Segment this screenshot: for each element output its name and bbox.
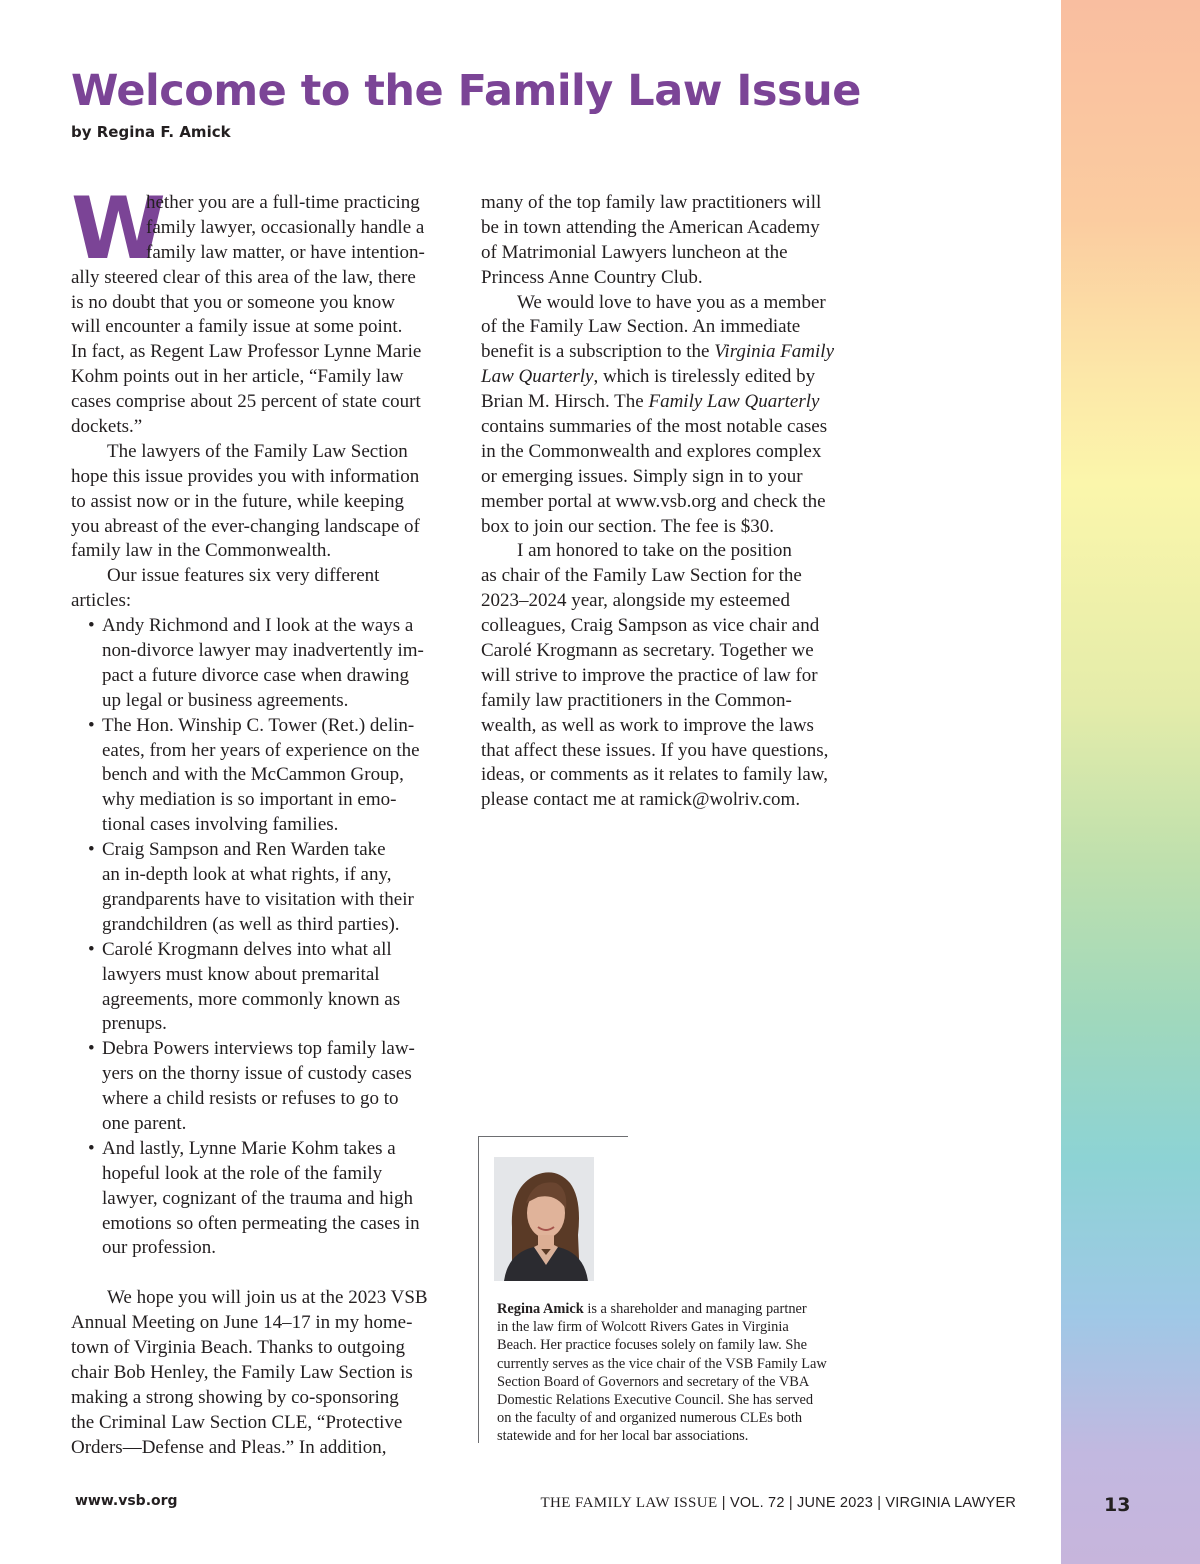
text-line: family lawyer, occasionally handle a (146, 216, 425, 238)
bullet-line: one parent. (102, 1112, 187, 1134)
bullet-line: emotions so often permeating the cases in (102, 1212, 420, 1234)
bullet-line: up legal or business agreements. (102, 689, 349, 711)
bullet-line: where a child resists or refuses to go to (102, 1088, 399, 1110)
bio-line: currently serves as the vice chair of the VSB Family Law (497, 1355, 827, 1372)
footer-website: www.vsb.org (75, 1493, 178, 1509)
page-number: 13 (1104, 1494, 1131, 1516)
bullet-icon: • (88, 1137, 95, 1159)
bullet-item (71, 938, 451, 1038)
bio-line: Section Board of Governors and secretary of the VBA (497, 1373, 810, 1390)
left-column (71, 179, 451, 1460)
text-run: benefit is a subscription to the (481, 341, 715, 363)
footer-separator: | (872, 1495, 886, 1511)
bullet-line: The Hon. Winship C. Tower (Ret.) delin- (102, 714, 415, 736)
bullet-line: an in-depth look at what rights, if any, (102, 864, 392, 886)
bullet-line: Craig Sampson and Ren Warden take (102, 839, 386, 861)
bullet-line: yers on the thorny issue of custody cases (102, 1063, 412, 1085)
bullet-line: why mediation is so important in emo- (102, 789, 397, 811)
text-line: as chair of the Family Law Section for the (481, 565, 802, 587)
author-photo (494, 1157, 594, 1281)
text-line: Annual Meeting on June 14–17 in my home- (71, 1312, 413, 1334)
bullet-icon: • (88, 1038, 95, 1060)
text-line: Carolé Krogmann as secretary. Together we (481, 640, 814, 662)
text-line: I am honored to take on the position (517, 540, 792, 562)
bio-first-line-rest: is a shareholder and managing partner (583, 1301, 807, 1317)
text-line: Orders—Defense and Pleas.” In addition, (71, 1436, 387, 1458)
bullet-line: grandchildren (as well as third parties). (102, 913, 400, 935)
bullet-line: agreements, more commonly known as (102, 988, 401, 1010)
bullet-line: pact a future divorce case when drawing (102, 664, 410, 686)
bio-line: Domestic Relations Executive Council. She has served (497, 1391, 814, 1408)
bullet-item (71, 1037, 451, 1137)
text-line: wealth, as well as work to improve the laws (481, 714, 814, 736)
bullet-line: And lastly, Lynne Marie Kohm takes a (102, 1137, 396, 1159)
text-line: that affect these issues. If you have questions, (481, 739, 829, 761)
bullet-icon: • (88, 839, 95, 861)
text-line: We hope you will join us at the 2023 VSB (107, 1287, 428, 1309)
bullet-item (71, 614, 451, 714)
text-line: Kohm points out in her article, “Family law (71, 366, 404, 388)
italic-title: Law Quarterly (481, 366, 594, 388)
bullet-line: hopeful look at the role of the family (102, 1162, 383, 1184)
text-line: the Criminal Law Section CLE, “Protective (71, 1411, 403, 1433)
bullet-item (71, 714, 451, 838)
article-byline: by Regina F. Amick (71, 123, 231, 141)
bullet-line: eates, from her years of experience on the (102, 739, 420, 761)
bullet-line: non-divorce lawyer may inadvertently im- (102, 640, 424, 662)
text-line: colleagues, Craig Sampson as vice chair and (481, 615, 820, 637)
footer-issue-info (540, 1495, 1016, 1512)
text-line: of Matrimonial Lawyers luncheon at the (481, 241, 788, 263)
text-line: hope this issue provides you with information (71, 465, 420, 487)
right-column (481, 191, 861, 813)
bullet-line: Carolé Krogmann delves into what all (102, 938, 392, 960)
text-line: family law matter, or have intention- (146, 241, 425, 263)
text-line: please contact me at ramick@wolriv.com. (481, 789, 801, 811)
text-line: chair Bob Henley, the Family Law Section is (71, 1361, 413, 1383)
article-title: Welcome to the Family Law Issue (71, 66, 861, 116)
text-line: in the Commonwealth and explores complex (481, 440, 822, 462)
bullet-item (71, 1137, 451, 1261)
drop-cap: W (71, 179, 166, 279)
bullet-line: Andy Richmond and I look at the ways a (102, 615, 414, 637)
text-line: hether you are a full-time practicing (146, 192, 420, 213)
bio-line: on the faculty of and organized numerous CLEs both (497, 1410, 803, 1427)
text-line: box to join our section. The fee is $30. (481, 515, 775, 537)
intro-paragraphs (71, 179, 451, 614)
author-portrait-image (494, 1157, 594, 1281)
text-line: ally steered clear of this area of the law, there (71, 266, 416, 288)
text-line: will encounter a family issue at some point. (71, 316, 403, 338)
text-line: articles: (71, 590, 132, 612)
closing-paragraph (71, 1286, 451, 1460)
bullet-line: Debra Powers interviews top family law- (102, 1038, 415, 1060)
bullet-icon: • (88, 615, 95, 637)
text-line (481, 340, 861, 365)
text-line: many of the top family law practitioners will (481, 192, 822, 213)
bullet-line: our profession. (102, 1237, 216, 1259)
rainbow-sidebar (1061, 0, 1200, 1564)
text-line: Our issue features six very different (107, 565, 380, 587)
text-line: to assist now or in the future, while keeping (71, 490, 404, 512)
text-line: Princess Anne Country Club. (481, 266, 703, 288)
bullet-line: tional cases involving families. (102, 814, 339, 836)
text-line: family law in the Commonwealth. (71, 540, 332, 562)
bullet-icon: • (88, 938, 95, 960)
bullet-line: lawyers must know about premarital (102, 963, 380, 985)
text-line: We would love to have you as a member (517, 291, 826, 313)
footer-date: JUNE 2023 (797, 1495, 873, 1511)
footer-separator: | (717, 1495, 730, 1511)
bio-author-name: Regina Amick (497, 1301, 584, 1317)
text-line: contains summaries of the most notable cases (481, 416, 828, 438)
paragraph-gap (71, 1261, 451, 1286)
text-line (481, 390, 861, 415)
text-line: be in town attending the American Academy (481, 216, 820, 238)
text-line: The lawyers of the Family Law Section (107, 440, 408, 462)
footer-issue-name: THE FAMILY LAW ISSUE (540, 1495, 718, 1511)
right-column-text (481, 191, 861, 813)
text-line: In fact, as Regent Law Professor Lynne Marie (71, 341, 422, 363)
article-bullet-list (71, 614, 451, 1261)
text-line: ideas, or comments as it relates to family law, (481, 764, 829, 786)
bio-line: statewide and for her local bar associations. (497, 1428, 749, 1445)
bullet-line: prenups. (102, 1013, 167, 1035)
bullet-line: lawyer, cognizant of the trauma and high (102, 1187, 414, 1209)
text-line: you abreast of the ever-changing landscape of (71, 515, 420, 537)
text-run: , which is tirelessly edited by (593, 366, 816, 388)
bio-lines (497, 1318, 867, 1445)
text-line: member portal at www.vsb.org and check the (481, 490, 826, 512)
author-bio (497, 1300, 867, 1446)
footer-separator: | (784, 1495, 798, 1511)
italic-title: Virginia Family (714, 341, 835, 363)
bullet-line: grandparents have to visitation with their (102, 888, 414, 910)
text-line: dockets.” (71, 416, 143, 438)
text-line: is no doubt that you or someone you know (71, 291, 396, 313)
bullet-item (71, 838, 451, 938)
text-line: or emerging issues. Simply sign in to your (481, 465, 803, 487)
text-line: 2023–2024 year, alongside my esteemed (481, 590, 790, 612)
text-line: town of Virginia Beach. Thanks to outgoing (71, 1336, 405, 1358)
text-line: of the Family Law Section. An immediate (481, 316, 801, 338)
footer-publication: VIRGINIA LAWYER (885, 1495, 1016, 1511)
footer-volume: VOL. 72 (729, 1495, 785, 1511)
text-line (481, 365, 861, 390)
text-run: Brian M. Hirsch. The (481, 391, 649, 413)
bio-line: Beach. Her practice focuses solely on family law. She (497, 1337, 807, 1354)
italic-title: Family Law Quarterly (648, 391, 820, 413)
text-line: will strive to improve the practice of law for (481, 664, 818, 686)
bio-first-line (497, 1300, 867, 1318)
text-line: family law practitioners in the Common- (481, 689, 792, 711)
text-line: making a strong showing by co-sponsoring (71, 1386, 399, 1408)
bio-line: in the law firm of Wolcott Rivers Gates in Virginia (497, 1319, 789, 1336)
bullet-icon: • (88, 714, 95, 736)
text-line: cases comprise about 25 percent of state court (71, 391, 421, 413)
bullet-line: bench and with the McCammon Group, (102, 764, 404, 786)
